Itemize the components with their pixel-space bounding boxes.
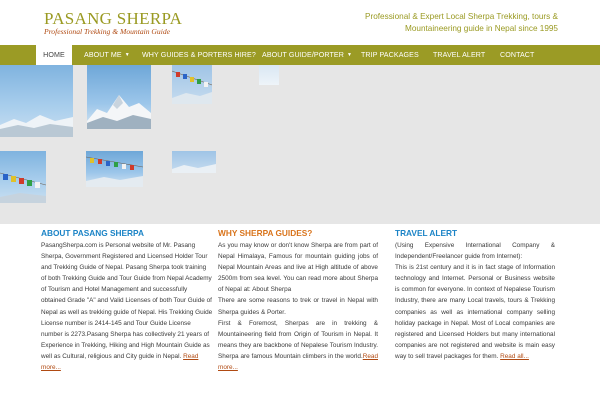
slider-tile-peak — [87, 65, 151, 129]
brand-subtitle: Professional Trekking & Mountain Guide — [44, 27, 170, 36]
slider-tile-flags-left — [0, 151, 46, 203]
nav-contact[interactable] — [500, 45, 534, 65]
snow-peak-image — [87, 65, 151, 129]
travel-alert-para-2: This is 21st century and it is in fact stage of Information technology and Internet. Personal or Business website is common for everyone. In context of Nepalese Tourism Industry, there are many Local travels, tours & Trekking companies as well as international company selling holiday package in Nepal. Most of Local companies are registered and Licensed Holders but many international companies are not registered and website is main easy way to sell travel packages for them. — [395, 264, 555, 360]
nav-home-label: HOME — [43, 51, 65, 59]
nav-about-guide-porter-label: ABOUT GUIDE/PORTER — [262, 51, 344, 59]
why-sherpa-text — [218, 240, 378, 373]
chevron-down-icon: ▼ — [124, 52, 130, 58]
image-slider[interactable] — [0, 65, 600, 224]
slider-tile-haze — [259, 65, 279, 85]
about-section — [41, 228, 213, 373]
travel-alert-para-1: (Using Expensive International Company & Independent/Freelancer guide from Internet): — [395, 242, 555, 261]
site-tagline — [358, 11, 558, 35]
tagline-line-1: Professional & Expert Local Sherpa Trekking, tours & — [365, 12, 558, 21]
why-sherpa-para-2: There are some reasons to trek or travel in Nepal with Sherpa guides & Porter. — [218, 297, 378, 316]
main-nav — [0, 45, 600, 65]
about-text — [41, 240, 213, 373]
slider-tile-flags-center — [86, 151, 143, 187]
mountain-ridge-image — [172, 151, 216, 173]
travel-alert-section — [395, 228, 555, 362]
about-body: PasangSherpa.com is Personal website of Mr. Pasang Sherpa, Government Registered and Licensed Holder Tour and Trekking Guide of Nepal. Pasang Sherpa took training of both Trekking Guide and Tour Guide from Nepal Academy of Tourism and Hotel Management and successfully obtained Grade "A" and Valid Licenses of both Tour Guide of Nepal as well as trekking guide of Nepal. His Trekking Guide License number is 2414-145 and Tour Guide License number is 2273.Pasang Sherpa has collectively 21 years of Experience in Trekking, Hiking and High Mountain Guide as well as Cultural, religious and City guide in Nepal. — [41, 242, 213, 360]
why-sherpa-para-3: First & Foremost, Sherpas are in trekking & Mountaineering field from Origin of Tourism in Nepal. It means they are backbone of Nepalese Tourism Industry. Sherpa are famous Mountain climbers in the world. — [218, 319, 378, 360]
travel-alert-read-all-link[interactable]: Read all... — [500, 352, 529, 360]
prayer-flags-image — [86, 151, 143, 187]
slider-tile-prayer-flags — [172, 65, 212, 104]
why-sherpa-para-1: As you may know or don't know Sherpa are from part of Nepal Himalaya, Famous for mountain guiding jobs of Nepal Mountain Areas and live at High altitude of above 2500m from sea level. You can read more about Sherpa of Nepal at: About Sherpa — [218, 242, 378, 294]
site-header — [0, 0, 600, 45]
slider-tile-sky-small — [172, 151, 216, 173]
nav-trip-packages[interactable] — [361, 45, 419, 65]
prayer-flags-image — [0, 151, 46, 203]
nav-about-guide-porter[interactable] — [262, 45, 352, 65]
why-sherpa-read-more-link[interactable]: Read more... — [218, 352, 378, 372]
nav-trip-packages-label: TRIP PACKAGES — [361, 51, 419, 59]
about-read-more-link[interactable]: Read more... — [41, 352, 199, 372]
nav-travel-alert[interactable] — [433, 45, 485, 65]
about-title: ABOUT PASANG SHERPA — [41, 228, 144, 238]
nav-travel-alert-label: TRAVEL ALERT — [433, 51, 486, 59]
travel-alert-para-2-wrap — [395, 262, 555, 362]
chevron-down-icon: ▼ — [346, 52, 353, 58]
mountain-ridge-image — [0, 65, 73, 137]
why-sherpa-title: WHY SHERPA GUIDES? — [218, 228, 313, 238]
nav-home[interactable] — [36, 45, 72, 65]
brand-title[interactable]: PASANG SHERPA — [44, 9, 183, 28]
why-sherpa-para-3-wrap — [218, 318, 378, 373]
travel-alert-title: TRAVEL ALERT — [395, 228, 458, 238]
prayer-flags-image — [172, 65, 212, 104]
nav-about-me-label: ABOUT ME — [84, 51, 122, 59]
nav-contact-label: CONTACT — [500, 51, 535, 59]
nav-why-guides-label: WHY GUIDES & PORTERS HIRE? — [142, 51, 256, 59]
slider-tile-sky — [0, 65, 73, 137]
nav-about-me[interactable] — [84, 45, 130, 65]
tagline-line-2: Mountaineering guide in Nepal since 1995 — [405, 24, 558, 33]
travel-alert-text — [395, 240, 555, 362]
nav-why-guides[interactable] — [142, 45, 256, 65]
why-sherpa-section — [218, 228, 378, 373]
